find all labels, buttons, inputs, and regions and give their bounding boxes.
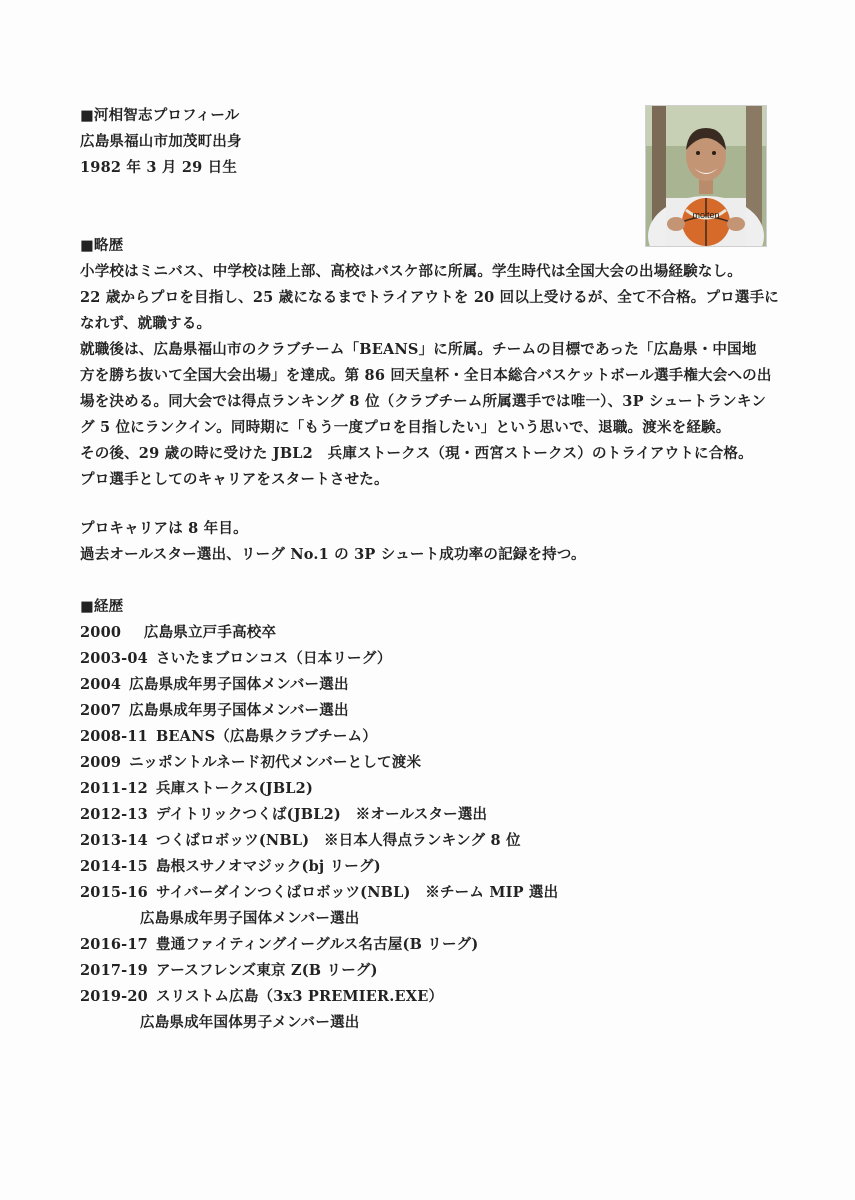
career-team: 豊通ファイティングイーグルス名古屋(B リーグ): [155, 936, 479, 953]
career-year: 2019-20: [80, 988, 148, 1005]
history-line: 場を決める。同大会では得点ランキング 8 位（クラブチーム所属選手では唯一）、3P シュートランキン: [80, 393, 767, 410]
career-team: つくばロボッツ(NBL) ※日本人得点ランキング 8 位: [155, 832, 521, 849]
career-year: 2008-11: [80, 728, 148, 745]
career-team: 広島県成年国体男子メンバー選出: [140, 1014, 360, 1031]
career-team: サイバーダインつくばロボッツ(NBL) ※チーム MIP 選出: [155, 884, 559, 901]
career-entry: [80, 806, 487, 824]
career-entry: [80, 754, 421, 772]
career-team: ニッポントルネード初代メンバーとして渡米: [129, 754, 422, 771]
history-line: なれず、就職する。: [80, 315, 212, 332]
career-year: 2013-14: [80, 832, 148, 849]
career-year: 2017-19: [80, 962, 148, 979]
career-entry: [80, 962, 378, 980]
birthplace: 広島県福山市加茂町出身: [80, 133, 242, 150]
career-entry: [80, 884, 558, 902]
career-team: 広島県成年男子国体メンバー選出: [129, 676, 349, 693]
career-year: 2000: [80, 624, 122, 641]
achievement-note: 過去オールスター選出、リーグ No.1 の 3P シュート成功率の記録を持つ。: [80, 546, 586, 563]
career-year: 2014-15: [80, 858, 148, 875]
career-team: 広島県成年男子国体メンバー選出: [140, 910, 360, 927]
history-line: プロ選手としてのキャリアをスタートさせた。: [80, 471, 389, 488]
career-entry: [80, 988, 443, 1006]
career-entry: [80, 728, 377, 746]
history-line: 就職後は、広島県福山市のクラブチーム「BEANS」に所属。チームの目標であった「広島県・中国地: [80, 341, 757, 358]
career-team: 島根スサノオマジック(bj リーグ): [155, 858, 381, 875]
career-heading: ■経歴: [80, 598, 124, 615]
career-team: デイトリックつくば(JBL2) ※オールスター選出: [155, 806, 488, 823]
career-team: さいたまブロンコス（日本リーグ）: [155, 650, 392, 667]
profile-heading: ■河相智志プロフィール: [80, 107, 240, 124]
history-line: 22 歳からプロを目指し、25 歳になるまでトライアウトを 20 回以上受けるが、全て不合格。プロ選手に: [80, 289, 779, 306]
ball-brand-label: molten: [692, 210, 720, 220]
profile-photo: [645, 105, 767, 247]
career-entry: [80, 936, 478, 954]
career-entry: [80, 702, 349, 720]
history-line: その後、29 歳の時に受けた JBL2 兵庫ストークス（現・西宮ストークス）のトライアウトに合格。: [80, 445, 753, 462]
career-team: 兵庫ストークス(JBL2): [155, 780, 314, 797]
career-year: 2012-13: [80, 806, 148, 823]
history-heading: ■略歴: [80, 237, 124, 254]
career-team: BEANS（広島県クラブチーム）: [155, 728, 377, 745]
career-year: 2007: [80, 702, 122, 719]
history-line: 小学校はミニバス、中学校は陸上部、高校はバスケ部に所属。学生時代は全国大会の出場経験なし。: [80, 263, 742, 280]
history-line: 方を勝ち抜いて全国大会出場」を達成。第 86 回天皇杯・全日本総合バスケットボール選手権大会への出: [80, 367, 772, 384]
career-year: 2016-17: [80, 936, 148, 953]
career-team: 広島県立戸手高校卒: [129, 624, 277, 641]
career-years-note: プロキャリアは 8 年目。: [80, 520, 248, 537]
career-entry: [80, 624, 276, 642]
player-portrait-image: [646, 106, 766, 246]
career-team: アースフレンズ東京 Z(B リーグ): [155, 962, 378, 979]
career-year: 2003-04: [80, 650, 148, 667]
career-year: 2015-16: [80, 884, 148, 901]
career-team: 広島県成年男子国体メンバー選出: [129, 702, 349, 719]
career-entry: [140, 1014, 359, 1032]
career-entry: [80, 858, 381, 876]
career-year: 2011-12: [80, 780, 148, 797]
career-team: スリストム広島（3x3 PREMIER.EXE）: [155, 988, 444, 1005]
career-entry: [80, 780, 313, 798]
career-year: 2004: [80, 676, 122, 693]
career-entry: [140, 910, 359, 928]
career-entry: [80, 650, 392, 668]
history-line: グ 5 位にランクイン。同時期に「もう一度プロを目指したい」という思いで、退職。渡米を経験。: [80, 419, 731, 436]
birthdate: 1982 年 3 月 29 日生: [80, 159, 238, 176]
career-entry: [80, 832, 521, 850]
career-year: 2009: [80, 754, 122, 771]
career-entry: [80, 676, 349, 694]
